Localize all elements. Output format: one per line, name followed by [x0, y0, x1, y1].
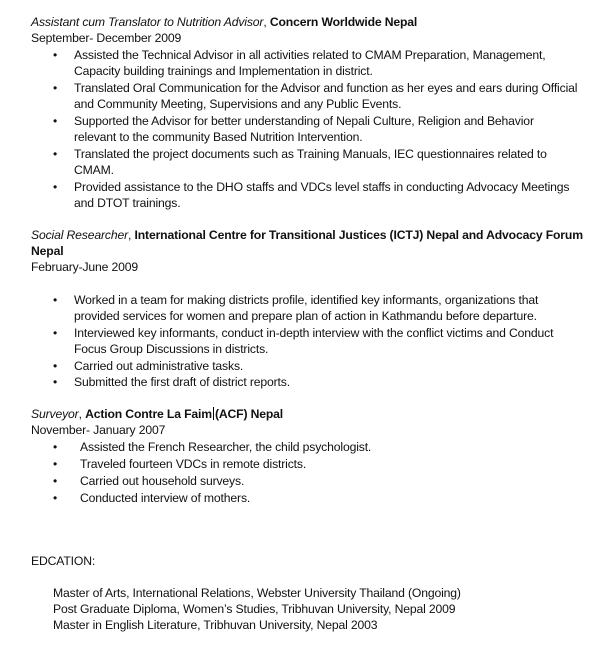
bullet-icon: • — [53, 440, 58, 454]
list-item-cont: CMAM. — [74, 163, 114, 177]
job-organization: International Centre for Transitional Justices (ICTJ) Nepal and Advocacy Forum — [134, 228, 583, 242]
bullet-icon: • — [53, 491, 58, 505]
bullet-icon: • — [53, 48, 58, 62]
job-dates: November- January 2007 — [31, 423, 166, 437]
job-organization-suffix: (ACF) Nepal — [214, 407, 284, 421]
section-heading-education: EDCATION: — [31, 554, 96, 568]
list-item: Translated Oral Communication for the Advisor and function as her eyes and ears during Official — [74, 81, 578, 95]
bullet-icon: • — [53, 359, 58, 373]
list-item: Traveled fourteen VDCs in remote districts. — [80, 457, 307, 471]
bullet-icon: • — [53, 457, 58, 471]
list-item: Conducted interview of mothers. — [80, 491, 251, 505]
bullet-icon: • — [53, 180, 58, 194]
list-item: Assisted the Technical Advisor in all activities related to CMAM Preparation, Management, — [74, 48, 546, 62]
list-item: Carried out household surveys. — [80, 474, 245, 488]
list-item: Supported the Advisor for better understanding of Nepali Culture, Religion and Behavior — [74, 114, 534, 128]
list-item: Provided assistance to the DHO staffs and VDCs level staffs in conducting Advocacy Meetings — [74, 180, 570, 194]
list-item: Submitted the first draft of district reports. — [74, 375, 290, 389]
bullet-icon: • — [53, 147, 58, 161]
bullet-icon: • — [53, 293, 58, 307]
list-item-cont: relevant to the community Based Nutrition Intervention. — [74, 130, 363, 144]
job-heading: Assistant cum Translator to Nutrition Advisor, Concern Worldwide Nepal — [31, 15, 418, 29]
list-item: Worked in a team for making districts profile, identified key informants, organizations that — [74, 293, 539, 307]
bullet-icon: • — [53, 114, 58, 128]
job-title: Assistant cum Translator to Nutrition Advisor — [31, 15, 264, 29]
list-item-cont: and Community Meeting, Supervisions and any Public Events. — [74, 97, 402, 111]
education-item: Master in English Literature, Tribhuvan University, Nepal 2003 — [53, 618, 378, 632]
list-item-cont: and DTOT trainings. — [74, 196, 181, 210]
bullet-icon: • — [53, 375, 58, 389]
job-title: Social Researcher — [31, 228, 129, 242]
list-item: Carried out administrative tasks. — [74, 359, 244, 373]
job-organization: Concern Worldwide Nepal — [269, 15, 418, 29]
bullet-icon: • — [53, 326, 58, 340]
job-organization: Action Contre La Faim — [85, 407, 212, 421]
list-item-cont: Focus Group Discussions in districts. — [74, 342, 269, 356]
text-cursor — [213, 407, 214, 420]
bullet-icon: • — [53, 81, 58, 95]
job-title: Surveyor — [31, 407, 79, 421]
list-item-cont: provided services for women and prepare plan of action in Kathmandu before departure. — [74, 309, 537, 323]
job-heading: Social Researcher, International Centre for Transitional Justices (ICTJ) Nepal and Advocacy Forum — [31, 228, 583, 242]
education-item: Post Graduate Diploma, Women’s Studies, Tribhuvan University, Nepal 2009 — [53, 602, 456, 616]
list-item: Assisted the French Researcher, the child psychologist. — [80, 440, 372, 454]
job-dates: September- December 2009 — [31, 31, 182, 45]
list-item: Interviewed key informants, conduct in-depth interview with the conflict victims and Conduct — [74, 326, 554, 340]
job-organization-cont: Nepal — [31, 244, 64, 258]
list-item-cont: Capacity building trainings and Implementation in district. — [74, 64, 373, 78]
list-item: Translated the project documents such as Training Manuals, IEC questionnaires related to — [74, 147, 547, 161]
job-heading: Surveyor, Action Contre La Faim (ACF) Nepal — [31, 407, 284, 421]
bullet-icon: • — [53, 474, 58, 488]
education-item: Master of Arts, International Relations, Webster University Thailand (Ongoing) — [53, 586, 461, 600]
job-dates: February-June 2009 — [31, 260, 139, 274]
